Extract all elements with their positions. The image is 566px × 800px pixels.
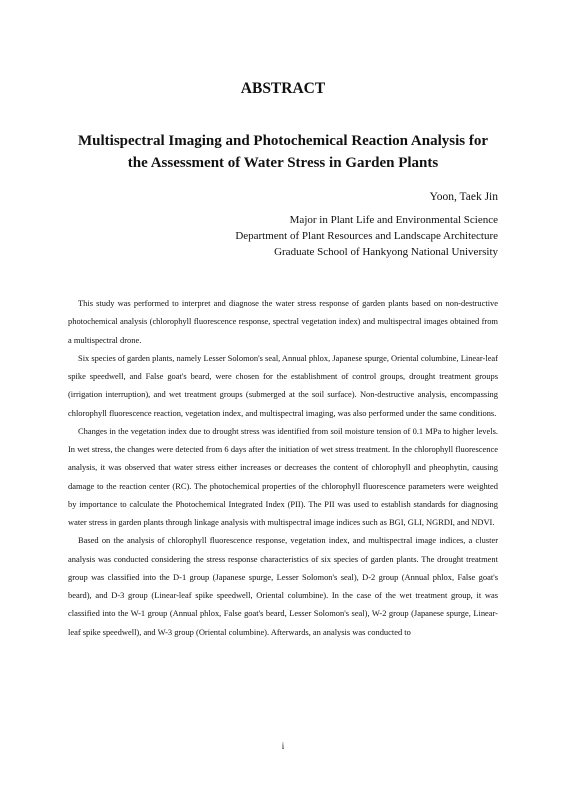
abstract-paragraph-2: Six species of garden plants, namely Lesser Solomon's seal, Annual phlox, Japanese spurge, Oriental columbine, Linear-leaf spike speedwell, and False goat's beard, were chosen for the establishment of control groups, drought treatment groups (irrigation interruption), and wet treatment groups (submerged at the soil surface). Non-destructive analysis, encompassing chlorophyll fluorescence reaction, vegetation index, and multispectral imaging, was also performed under the same conditions. <box>68 352 498 418</box>
paper-title-line-2: the Assessment of Water Stress in Garden Plants <box>127 155 439 171</box>
abstract-paragraph-4: Based on the analysis of chlorophyll fluorescence response, vegetation index, and multispectral image indices, a cluster analysis was conducted considering the stress response characteristics of six species of garden plants. The drought treatment group was classified into the D-1 group (Japanese spurge, Lesser Solomon's seal), D-2 group (Annual phlox, False goat's beard), and D-3 group (Linear-leaf spike speedwell, Oriental columbine). In the case of the wet treatment group, it was classified into the W-1 group (Annual phlox, False goat's beard, Lesser Solomon's seal), W-2 group (Japanese spurge, Linear-leaf spike speedwell), and W-3 group (Oriental columbine). Afterwards, an analysis was conducted to <box>68 535 498 637</box>
abstract-body <box>68 294 498 641</box>
paper-title-line-1: Multispectral Imaging and Photochemical Reaction Analysis for <box>78 133 488 149</box>
affiliation-major: Major in Plant Life and Environmental Science <box>289 214 498 226</box>
abstract-paragraph-3: Changes in the vegetation index due to drought stress was identified from soil moisture tension of 0.1 MPa to higher levels. In wet stress, the changes were detected from 6 days after the initiation of wet stress treatment. In the chlorophyll fluorescence analysis, it was observed that water stress either increases or decreases the content of chlorophyll and pheophytin, causing damage to the reaction center (RC). The photochemical properties of the chlorophyll fluorescence parameters were weighted by importance to calculate the Photochemical Integrated Index (PII). The PII was used to establish standards for diagnosing water stress in garden plants through linkage analysis with multispectral image indices such as BGI, GLI, NGRDI, and NDVI. <box>68 425 498 527</box>
page-number: i <box>281 741 285 751</box>
author-name: Yoon, Taek Jin <box>429 191 498 203</box>
affiliation-department: Department of Plant Resources and Landscape Architecture <box>235 230 498 242</box>
paper-title <box>40 130 526 174</box>
abstract-heading: ABSTRACT <box>240 80 326 97</box>
author-affiliation <box>235 212 498 260</box>
affiliation-school: Graduate School of Hankyong National University <box>274 246 498 258</box>
abstract-paragraph-1: This study was performed to interpret and diagnose the water stress response of garden plants based on non-destructive photochemical analysis (chlorophyll fluorescence response, spectral vegetation index) and multispectral images obtained from a multispectral drone. <box>68 298 498 345</box>
